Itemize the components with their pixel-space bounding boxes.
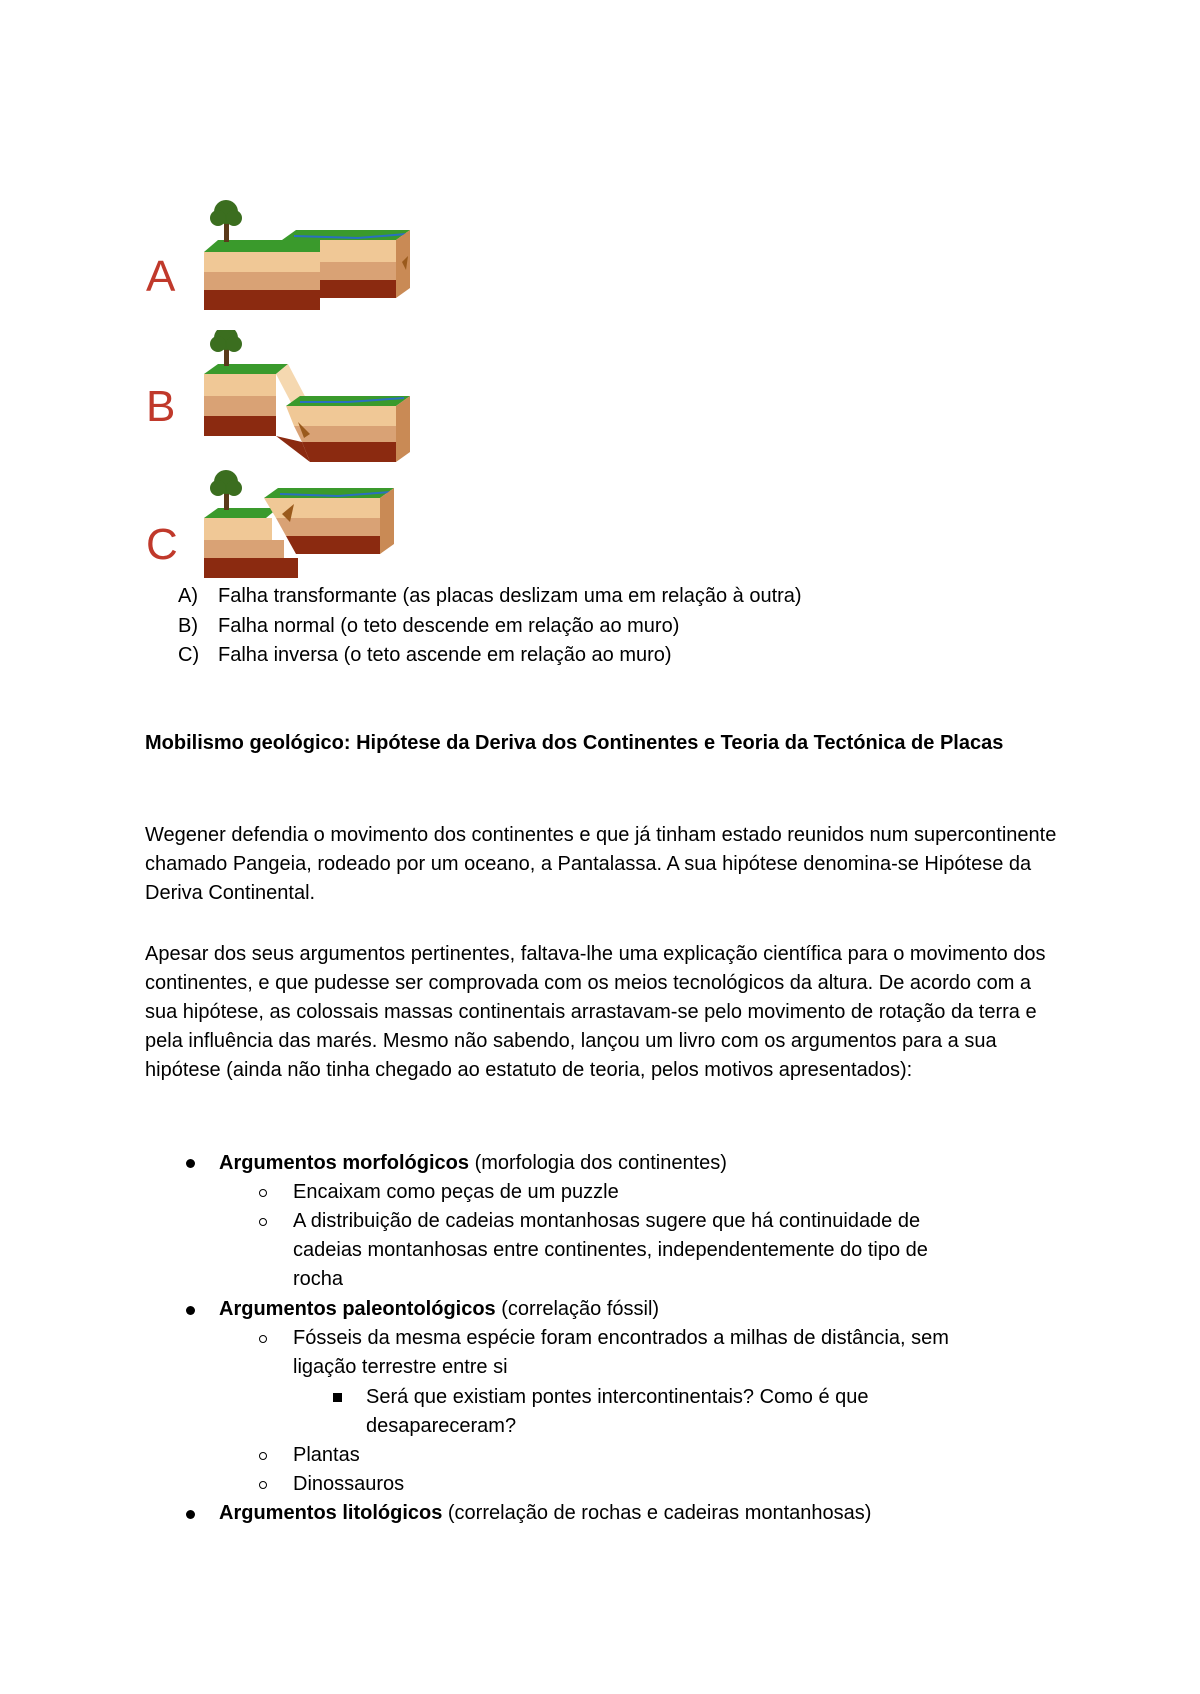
argument-note: (correlação fóssil) xyxy=(495,1298,660,1320)
normal-fault-illustration xyxy=(198,330,418,465)
list-item-text: Falha inversa (o teto ascende em relação ao muro) xyxy=(218,644,672,666)
list-item-text: Falha normal (o teto descende em relação ao muro) xyxy=(218,614,680,637)
sub-sub-item-continuation: desapareceram? xyxy=(366,1415,517,1437)
sub-sub-item: Será que existiam pontes intercontinentais? Como é que xyxy=(366,1386,869,1408)
sub-item: Plantas xyxy=(293,1444,360,1466)
sub-item: Encaixam como peças de um puzzle xyxy=(293,1181,619,1203)
list-item xyxy=(178,641,802,671)
list-marker: B) xyxy=(178,614,198,637)
sub-item-continuation: ligação terrestre entre si xyxy=(293,1356,508,1378)
bullet-circle xyxy=(259,1452,267,1460)
sub-item-continuation: rocha xyxy=(293,1268,344,1290)
bullet-circle xyxy=(259,1481,267,1489)
sub-item: Fósseis da mesma espécie foram encontrados a milhas de distância, sem xyxy=(293,1327,949,1349)
paragraph-arguments-intro: Apesar dos seus argumentos pertinentes, faltava-lhe uma explicação científica para o movimento dos continentes, e que pudesse ser comprovada com os meios tecnológicos da altura. De acordo com a sua hipótese, as colossais massas continentais arrastavam-se pelo movimento de rotação da terra e pela influência das marés. Mesmo não sabendo, lançou um livro com os argumentos para a sua hipótese (ainda não tinha chegado ao estatuto de teoria, pelos motivos apresentados): xyxy=(145,943,1046,1081)
bullet-square xyxy=(333,1393,342,1402)
bullet-disc xyxy=(186,1306,195,1315)
bullet-disc xyxy=(186,1510,195,1519)
sub-item-continuation: cadeias montanhosas entre continentes, independentemente do tipo de xyxy=(293,1239,928,1261)
figure-label-b: B xyxy=(146,382,176,431)
argument-note: (correlação de rochas e cadeiras montanhosas) xyxy=(442,1502,872,1524)
list-marker: C) xyxy=(178,644,200,666)
list-marker: A) xyxy=(178,585,198,607)
argument-paleontological xyxy=(219,1295,659,1324)
fault-type-list xyxy=(178,582,802,671)
bullet-disc xyxy=(186,1159,195,1168)
argument-title: Argumentos litológicos xyxy=(219,1502,443,1524)
bullet-circle xyxy=(259,1335,267,1343)
transform-fault-illustration xyxy=(198,200,418,320)
paragraph-wegener: Wegener defendia o movimento dos continentes e que já tinham estado reunidos num supercontinente chamado Pangeia, rodeado por um oceano, a Pantalassa. A sua hipótese denomina-se Hipótese da Deriva Continental. xyxy=(145,824,1057,904)
sub-item: A distribuição de cadeias montanhosas sugere que há continuidade de xyxy=(293,1210,921,1232)
figure-label-a: A xyxy=(146,252,176,301)
argument-title: Argumentos morfológicos xyxy=(219,1152,470,1174)
reverse-fault-illustration xyxy=(198,470,418,580)
argument-lithological xyxy=(219,1499,871,1528)
sub-item: Dinossauros xyxy=(293,1473,405,1495)
list-item-text: Falha transformante (as placas deslizam uma em relação à outra) xyxy=(218,585,802,607)
argument-note: (morfologia dos continentes) xyxy=(469,1152,727,1174)
bullet-circle xyxy=(259,1189,267,1197)
figure-label-c: C xyxy=(146,520,178,569)
list-item xyxy=(178,612,802,642)
argument-title: Argumentos paleontológicos xyxy=(219,1298,496,1320)
bullet-circle xyxy=(259,1218,267,1226)
list-item xyxy=(178,582,802,612)
argument-morphological xyxy=(219,1149,727,1178)
section-heading: Mobilismo geológico: Hipótese da Deriva dos Continentes e Teoria da Tectónica de Placas xyxy=(145,732,1004,754)
